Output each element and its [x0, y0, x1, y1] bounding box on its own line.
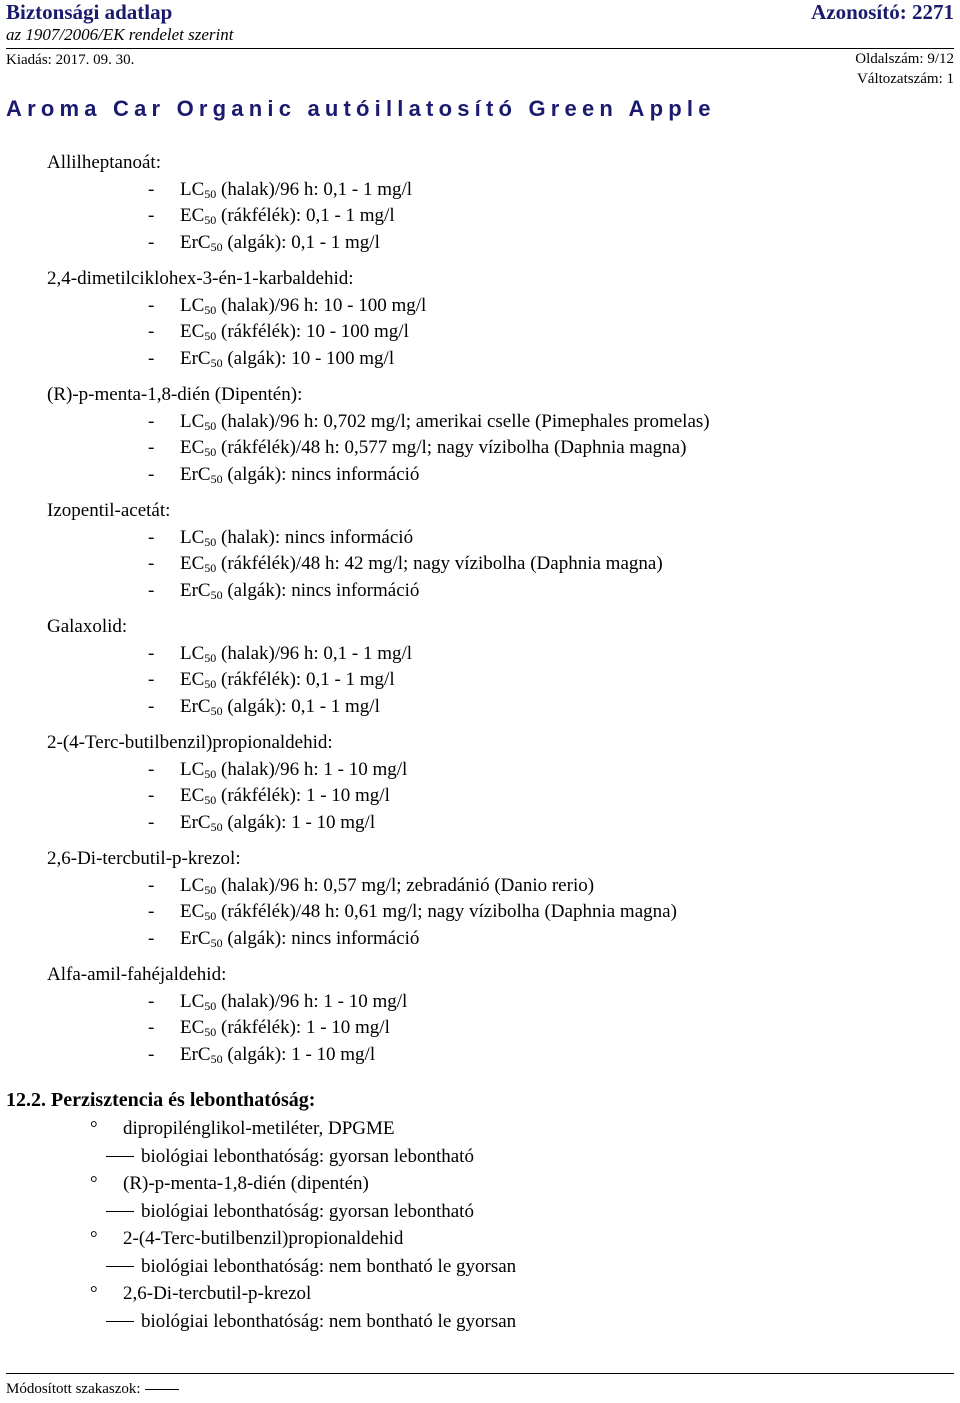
measure-subscript: 50 — [204, 1025, 217, 1039]
version-number: Változatszám: 1 — [856, 71, 954, 87]
measure-subscript: 50 — [204, 213, 217, 227]
toxicity-line — [0, 926, 960, 953]
list-dash: - — [148, 437, 155, 458]
toxicity-line — [0, 667, 960, 694]
measure-value: (algák): 1 - 10 mg/l — [222, 1043, 376, 1065]
degradation-result — [0, 1253, 960, 1281]
page-number: Oldalszám: 9/12 — [855, 51, 954, 67]
measure-prefix: ErC — [180, 347, 211, 369]
list-dash: - — [148, 990, 155, 1012]
measure-prefix: LC — [180, 178, 205, 200]
toxicity-line — [0, 435, 960, 462]
measure-prefix: EC — [180, 437, 205, 458]
degradation-substance — [0, 1170, 960, 1198]
measure-subscript: 50 — [204, 445, 217, 459]
measure-value: (halak)/96 h: 0,57 mg/l; zebradánió (Danio rerio) — [216, 874, 595, 896]
degradation-result-text: biológiai lebonthatóság: nem bontható le gyorsan — [141, 1310, 517, 1332]
measure-prefix: EC — [180, 1017, 205, 1038]
header-regulation-row — [6, 25, 954, 45]
substance-name: Izopentil-acetát: — [47, 500, 171, 521]
measure-prefix: LC — [180, 758, 205, 780]
degree-bullet: ° — [90, 1228, 98, 1249]
measure-prefix: LC — [180, 410, 205, 432]
toxicity-line — [0, 694, 960, 721]
measure-value: (halak)/96 h: 1 - 10 mg/l — [216, 758, 408, 780]
measure-subscript: 50 — [204, 677, 217, 691]
measure-subscript: 50 — [204, 302, 217, 317]
measure-value: (algák): 1 - 10 mg/l — [222, 811, 376, 833]
measure-subscript: 50 — [210, 1051, 223, 1066]
toxicity-line — [0, 578, 960, 605]
measure-subscript: 50 — [210, 471, 223, 486]
list-dash: - — [148, 294, 155, 316]
result-dash — [106, 1321, 134, 1322]
modified-sections-label: Módosított szakaszok: — [6, 1381, 141, 1397]
group-spacer — [0, 952, 960, 962]
toxicity-line — [0, 783, 960, 810]
result-dash — [106, 1211, 134, 1212]
measure-value: (halak)/96 h: 0,702 mg/l; amerikai cselle (Pimephales promelas) — [216, 410, 710, 432]
list-dash: - — [148, 463, 155, 485]
measure-prefix: EC — [180, 901, 205, 922]
list-dash: - — [148, 758, 155, 780]
substance-group — [0, 962, 960, 1068]
measure-value: (algák): 0,1 - 1 mg/l — [222, 231, 380, 253]
result-dash — [106, 1156, 134, 1157]
section-title: 12.2. Perzisztencia és lebonthatóság: — [6, 1089, 316, 1111]
group-spacer — [0, 836, 960, 846]
substance-group — [0, 266, 960, 372]
measure-subscript: 50 — [210, 819, 223, 834]
list-dash: - — [148, 347, 155, 369]
measure-subscript: 50 — [204, 766, 217, 781]
measure-value: (halak): nincs információ — [216, 526, 414, 548]
toxicity-line — [0, 1042, 960, 1069]
list-dash: - — [148, 526, 155, 548]
measure-value: (rákfélék): 1 - 10 mg/l — [216, 1017, 390, 1038]
measure-subscript: 50 — [204, 909, 217, 923]
group-spacer — [0, 604, 960, 614]
measure-value: (rákfélék): 0,1 - 1 mg/l — [216, 205, 395, 226]
list-dash: - — [148, 669, 155, 690]
list-dash: - — [148, 231, 155, 253]
degradation-substance-name: dipropilénglikol-metiléter, DPGME — [123, 1118, 395, 1139]
measure-value: (algák): nincs információ — [222, 579, 420, 601]
degradation-substance-name: (R)-p-menta-1,8-dién (dipentén) — [123, 1173, 369, 1194]
substance-group — [0, 730, 960, 836]
list-dash: - — [148, 695, 155, 717]
list-dash: - — [148, 811, 155, 833]
measure-prefix: ErC — [180, 231, 211, 253]
result-dash — [106, 1266, 134, 1267]
list-dash: - — [148, 178, 155, 200]
toxicity-line — [0, 409, 960, 436]
list-dash: - — [148, 579, 155, 601]
degradation-substance-name: 2,6-Di-tercbutil-p-krezol — [123, 1283, 312, 1304]
list-dash: - — [148, 874, 155, 896]
measure-subscript: 50 — [204, 882, 217, 897]
group-spacer — [0, 720, 960, 730]
substance-name: Alfa-amil-fahéjaldehid: — [47, 964, 227, 985]
measure-subscript: 50 — [210, 355, 223, 370]
measure-prefix: EC — [180, 321, 205, 342]
substance-name: Galaxolid: — [47, 616, 128, 637]
measure-value: (halak)/96 h: 1 - 10 mg/l — [216, 990, 408, 1012]
toxicity-line — [0, 525, 960, 552]
degradation-result-text: biológiai lebonthatóság: nem bontható le gyorsan — [141, 1255, 517, 1277]
list-dash: - — [148, 205, 155, 226]
measure-prefix: LC — [180, 642, 205, 664]
group-spacer — [0, 372, 960, 382]
measure-subscript: 50 — [204, 534, 217, 549]
footer-divider — [6, 1373, 954, 1374]
degradation-result-text: biológiai lebonthatóság: gyorsan lebontható — [141, 1200, 474, 1222]
measure-prefix: EC — [180, 205, 205, 226]
product-name: Aroma Car Organic autóillatosító Green Apple — [6, 96, 716, 121]
degradation-result — [0, 1143, 960, 1171]
degree-bullet: ° — [90, 1173, 98, 1194]
toxicity-line — [0, 873, 960, 900]
measure-subscript: 50 — [204, 561, 217, 575]
degradation-substance-name: 2-(4-Terc-butilbenzil)propionaldehid — [123, 1228, 404, 1249]
measure-value: (rákfélék): 0,1 - 1 mg/l — [216, 669, 395, 690]
ecotoxicity-list — [0, 150, 960, 1068]
substance-name: (R)-p-menta-1,8-dién (Dipentén): — [47, 384, 303, 405]
toxicity-line — [0, 293, 960, 320]
issue-date: Kiadás: 2017. 09. 30. — [6, 52, 135, 68]
measure-value: (algák): 10 - 100 mg/l — [222, 347, 395, 369]
substance-name: Allilheptanoát: — [47, 152, 161, 173]
toxicity-line — [0, 462, 960, 489]
degradation-result — [0, 1198, 960, 1226]
degradation-list — [0, 1115, 960, 1335]
degree-bullet: ° — [90, 1283, 98, 1304]
substance-group — [0, 150, 960, 256]
substance-name: 2,6-Di-tercbutil-p-krezol: — [47, 848, 241, 869]
toxicity-line — [0, 230, 960, 257]
list-dash: - — [148, 642, 155, 664]
toxicity-line — [0, 757, 960, 784]
toxicity-line — [0, 899, 960, 926]
measure-prefix: ErC — [180, 695, 211, 717]
header-issue-row — [6, 51, 954, 69]
measure-subscript: 50 — [210, 587, 223, 602]
toxicity-line — [0, 551, 960, 578]
measure-prefix: ErC — [180, 579, 211, 601]
measure-prefix: LC — [180, 526, 205, 548]
measure-subscript: 50 — [204, 793, 217, 807]
list-dash: - — [148, 785, 155, 806]
measure-prefix: LC — [180, 874, 205, 896]
measure-value: (halak)/96 h: 10 - 100 mg/l — [216, 294, 427, 316]
degradation-result — [0, 1308, 960, 1336]
measure-prefix: LC — [180, 294, 205, 316]
toxicity-line — [0, 810, 960, 837]
document-title: Biztonsági adatlap — [6, 0, 173, 24]
degree-bullet: ° — [90, 1118, 98, 1139]
substance-group — [0, 382, 960, 488]
measure-subscript: 50 — [204, 650, 217, 665]
header-top-row — [6, 0, 954, 25]
measure-prefix: EC — [180, 553, 205, 574]
degradation-substance — [0, 1225, 960, 1253]
measure-prefix: EC — [180, 785, 205, 806]
measure-value: (rákfélék): 1 - 10 mg/l — [216, 785, 390, 806]
footer — [6, 1381, 179, 1398]
measure-value: (rákfélék): 10 - 100 mg/l — [216, 321, 409, 342]
measure-subscript: 50 — [204, 329, 217, 343]
substance-name: 2,4-dimetilciklohex-3-én-1-karbaldehid: — [47, 268, 354, 289]
toxicity-line — [0, 1015, 960, 1042]
list-dash: - — [148, 321, 155, 342]
list-dash: - — [148, 1043, 155, 1065]
list-dash: - — [148, 927, 155, 949]
degradation-substance — [0, 1115, 960, 1143]
measure-value: (halak)/96 h: 0,1 - 1 mg/l — [216, 178, 413, 200]
group-spacer — [0, 488, 960, 498]
toxicity-line — [0, 989, 960, 1016]
substance-group — [0, 614, 960, 720]
group-spacer — [0, 256, 960, 266]
toxicity-line — [0, 203, 960, 230]
measure-value: (algák): nincs információ — [222, 927, 420, 949]
measure-value: (rákfélék)/48 h: 42 mg/l; nagy vízibolha (Daphnia magna) — [216, 553, 663, 574]
measure-subscript: 50 — [204, 998, 217, 1013]
regulation-text: az 1907/2006/EK rendelet szerint — [6, 25, 234, 44]
measure-prefix: ErC — [180, 463, 211, 485]
list-dash: - — [148, 1017, 155, 1038]
substance-group — [0, 846, 960, 952]
degradation-result-text: biológiai lebonthatóság: gyorsan lebontható — [141, 1145, 474, 1167]
substance-name: 2-(4-Terc-butilbenzil)propionaldehid: — [47, 732, 333, 753]
degradation-substance — [0, 1280, 960, 1308]
toxicity-line — [0, 319, 960, 346]
measure-prefix: ErC — [180, 927, 211, 949]
measure-subscript: 50 — [210, 703, 223, 718]
measure-value: (algák): 0,1 - 1 mg/l — [222, 695, 380, 717]
measure-prefix: ErC — [180, 811, 211, 833]
measure-subscript: 50 — [210, 935, 223, 950]
document-id: Azonosító: 2271 — [811, 0, 954, 24]
measure-subscript: 50 — [204, 186, 217, 201]
toxicity-line — [0, 346, 960, 373]
measure-subscript: 50 — [204, 418, 217, 433]
measure-value: (rákfélék)/48 h: 0,61 mg/l; nagy vízibolha (Daphnia magna) — [216, 901, 677, 922]
list-dash: - — [148, 901, 155, 922]
substance-group — [0, 498, 960, 604]
measure-value: (rákfélék)/48 h: 0,577 mg/l; nagy vízibolha (Daphnia magna) — [216, 437, 687, 458]
footer-dash — [145, 1389, 179, 1390]
toxicity-line — [0, 177, 960, 204]
measure-prefix: LC — [180, 990, 205, 1012]
measure-prefix: ErC — [180, 1043, 211, 1065]
measure-prefix: EC — [180, 669, 205, 690]
list-dash: - — [148, 410, 155, 432]
header-divider — [6, 48, 954, 49]
measure-value: (algák): nincs információ — [222, 463, 420, 485]
list-dash: - — [148, 553, 155, 574]
toxicity-line — [0, 641, 960, 668]
measure-value: (halak)/96 h: 0,1 - 1 mg/l — [216, 642, 413, 664]
measure-subscript: 50 — [210, 239, 223, 254]
